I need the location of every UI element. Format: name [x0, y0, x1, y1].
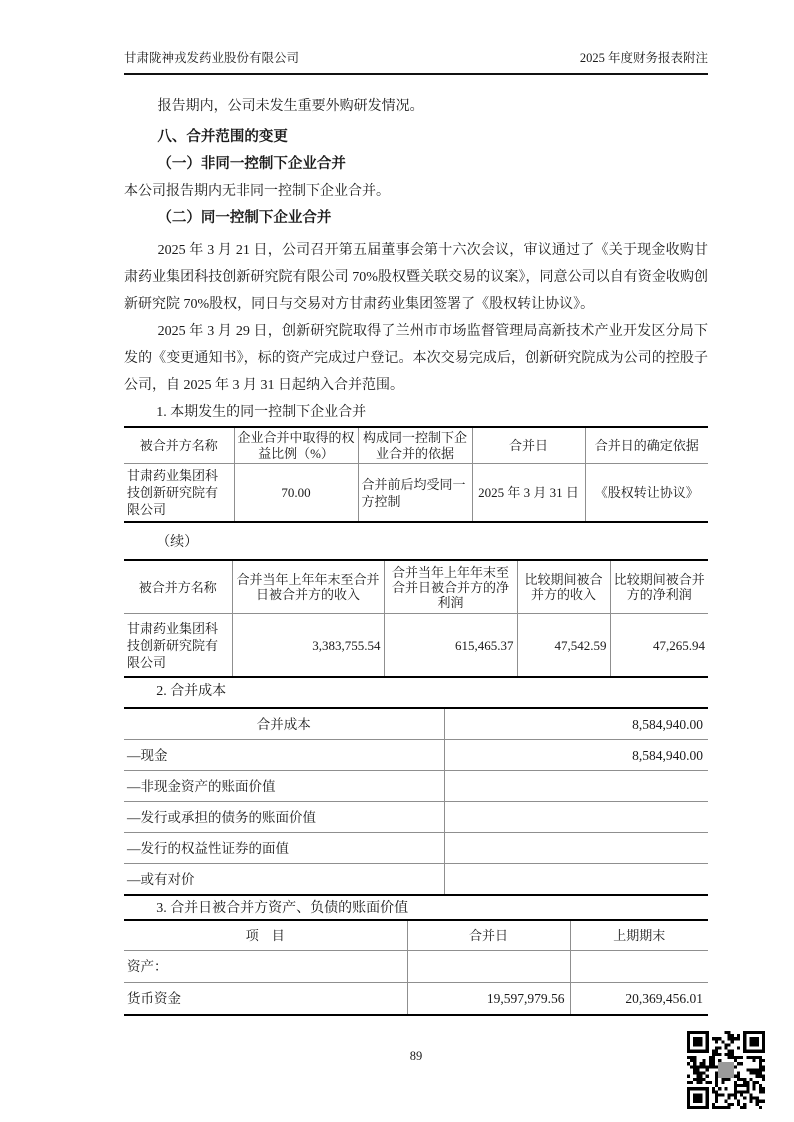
cell-merge-date-value: 19,597,979.56 — [407, 983, 570, 1016]
cell-cost-value: 8,584,940.00 — [444, 740, 708, 771]
qr-code — [687, 1031, 765, 1109]
col-header-prior-end: 上期期末 — [570, 920, 708, 951]
cell-basis: 合并前后均受同一方控制 — [358, 464, 472, 523]
cell-prior-end-value: 20,369,456.01 — [570, 983, 708, 1016]
cell-merge-date-value — [407, 951, 570, 983]
col-header-item: 项 目 — [124, 920, 407, 951]
col-header-merge-date: 合并日 — [407, 920, 570, 951]
col-header-basis: 构成同一控制下企业合并的依据 — [358, 427, 472, 464]
cell-cost-value — [444, 771, 708, 802]
cell-net-profit: 615,465.37 — [384, 614, 517, 678]
sub1-heading: （一）非同一控制下企业合并 — [157, 156, 346, 172]
cost-row-debt — [124, 802, 708, 833]
cell-cost-label: —发行或承担的债务的账面价值 — [124, 802, 444, 833]
cost-row-noncash — [124, 771, 708, 802]
merger-cont-header-row — [124, 560, 708, 614]
col-header-date-basis: 合并日的确定依据 — [585, 427, 708, 464]
cell-merged-party-name: 甘肃药业集团科技创新研究院有限公司 — [124, 614, 232, 678]
table-continued-label: （续） — [156, 535, 199, 550]
merge-cost-table — [124, 707, 708, 896]
cell-cost-label: —现金 — [124, 740, 444, 771]
page-header — [124, 0, 708, 75]
col-header-equity-ratio: 企业合并中取得的权益比例（%） — [234, 427, 358, 464]
cell-cost-label: 合并成本 — [124, 708, 444, 740]
col-header-revenue: 合并当年上年年末至合并日被合并方的收入 — [232, 560, 384, 614]
page-content — [124, 0, 708, 1016]
cost-row-contingent — [124, 864, 708, 896]
cell-cost-value — [444, 802, 708, 833]
cell-merged-party-name: 甘肃药业集团科技创新研究院有限公司 — [124, 464, 234, 523]
merger-table-row — [124, 464, 708, 523]
book-value-header-row — [124, 920, 708, 951]
cost-row-equity-securities — [124, 833, 708, 864]
cell-cost-label: —发行的权益性证券的面值 — [124, 833, 444, 864]
cell-item: 货币资金 — [124, 983, 407, 1016]
merger-cont-row — [124, 614, 708, 678]
cell-cost-label: —非现金资产的账面价值 — [124, 771, 444, 802]
cost-row-cash — [124, 740, 708, 771]
paragraph-mar21: 2025 年 3 月 21 日，公司召开第五届董事会第十六次会议，审议通过了《关于现金收购甘肃药业集团科技创新研究院有限公司 70%股权暨关联交易的议案》，同意公司以自有资金收购创新研究院 70%股权，同日与交易对方甘肃药业集团签署了《股权转让协议》。 — [124, 243, 708, 312]
paragraph-mar29: 2025 年 3 月 29 日，创新研究院取得了兰州市市场监督管理局高新技术产业开发区分局下发的《变更通知书》，标的资产完成过户登记。本次交易完成后，创新研究院成为公司的控股子公司，自 2025 年 3 月 31 日起纳入合并范围。 — [124, 324, 708, 393]
cell-cost-value: 8,584,940.00 — [444, 708, 708, 740]
cell-revenue: 3,383,755.54 — [232, 614, 384, 678]
book-value-row-assets — [124, 951, 708, 983]
sub2-heading: （二）同一控制下企业合并 — [157, 210, 332, 226]
cell-equity-ratio: 70.00 — [234, 464, 358, 523]
col-header-merge-date: 合并日 — [472, 427, 585, 464]
col-header-merged-party: 被合并方名称 — [124, 560, 232, 614]
book-value-table — [124, 919, 708, 1016]
col-header-net-profit: 合并当年上年年末至合并日被合并方的净利润 — [384, 560, 517, 614]
col-header-cmp-revenue: 比较期间被合并方的收入 — [517, 560, 610, 614]
item3-heading: 3. 合并日被合并方资产、负债的账面价值 — [156, 901, 409, 916]
sub1-text: 本公司报告期内无非同一控制下企业合并。 — [124, 184, 390, 199]
cell-cmp-revenue: 47,542.59 — [517, 614, 610, 678]
item1-heading: 1. 本期发生的同一控制下企业合并 — [156, 405, 367, 420]
page-number: 89 — [409, 1049, 423, 1063]
cost-row-total — [124, 708, 708, 740]
cell-item: 资产： — [124, 951, 407, 983]
cell-cost-value — [444, 833, 708, 864]
merger-table-header-row — [124, 427, 708, 464]
cell-cmp-net-profit: 47,265.94 — [610, 614, 708, 678]
section-heading: 八、合并范围的变更 — [157, 129, 288, 145]
cell-cost-label: —或有对价 — [124, 864, 444, 896]
header-company-name: 甘肃陇神戎发药业股份有限公司 — [124, 51, 300, 65]
header-doc-title: 2025 年度财务报表附注 — [579, 51, 708, 65]
col-header-cmp-net-profit: 比较期间被合并方的净利润 — [610, 560, 708, 614]
item2-heading: 2. 合并成本 — [156, 684, 227, 699]
cell-cost-value — [444, 864, 708, 896]
col-header-merged-party: 被合并方名称 — [124, 427, 234, 464]
book-value-row-cash — [124, 983, 708, 1016]
merger-table — [124, 426, 708, 523]
cell-merge-date: 2025 年 3 月 31 日 — [472, 464, 585, 523]
merger-table-continued — [124, 559, 708, 678]
paragraph-rd-note: 报告期内，公司未发生重要外购研发情况。 — [157, 99, 424, 114]
cell-date-basis: 《股权转让协议》 — [585, 464, 708, 523]
cell-prior-end-value — [570, 951, 708, 983]
